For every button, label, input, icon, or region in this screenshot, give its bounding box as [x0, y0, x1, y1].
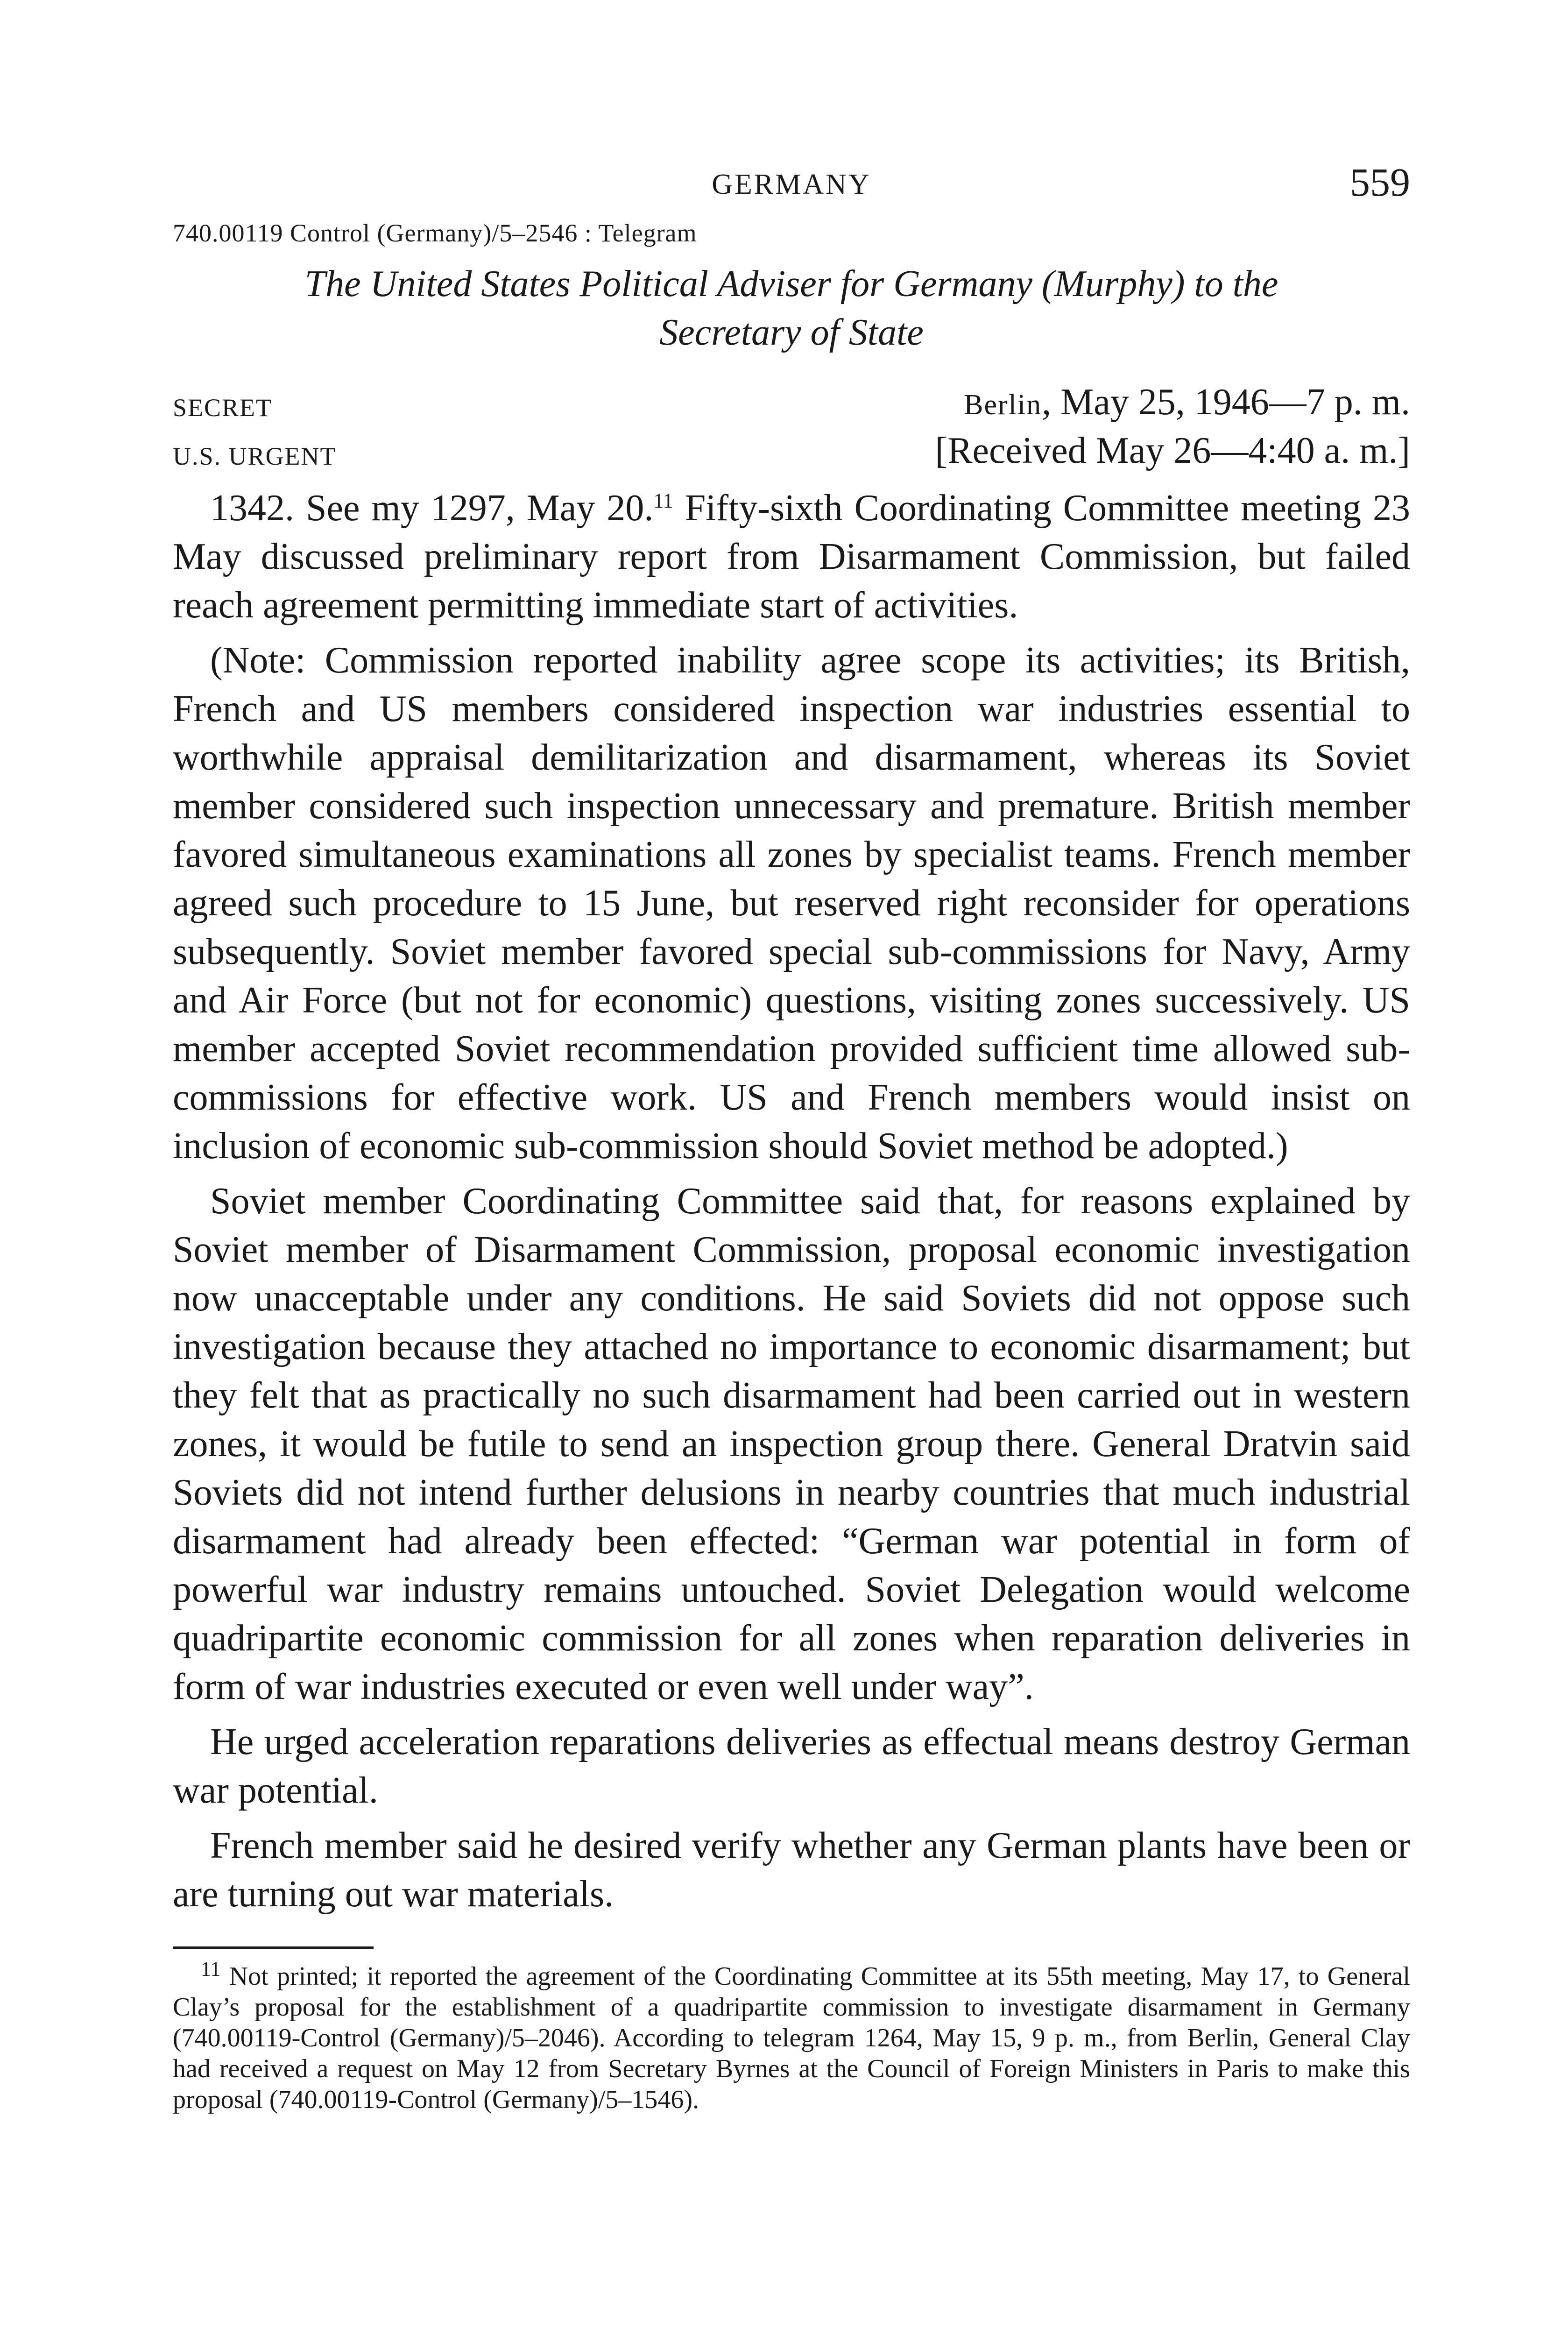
file-reference: 740.00119 Control (Germany)/5–2546 : Telegram — [173, 219, 697, 247]
paragraph-1-start: 1342. See my 1297, May 20. — [210, 488, 654, 529]
sent-dateline — [964, 381, 1410, 424]
footnote — [173, 1957, 1411, 2115]
dateline-place: Berlin — [964, 389, 1042, 421]
paragraph-2: (Note: Commission reported inability agree scope its activities; its British, French and US members considered inspection war industries essential to worthwhile appraisal demilitarization and disarmament, whereas its Soviet member considered such inspection unnecessary and premature. British member favored simultaneous examinations all zones by specialist teams. French member agreed such procedure to 15 June, but reserved right reconsider for operations subsequently. Soviet member favored special sub-commissions for Navy, Army and Air Force (but not for economic) questions, visiting zones successively. US member accepted Soviet recommendation provided sufficient time allowed sub-commissions for effective work. US and French members would insist on inclusion of economic sub-commission should Soviet method be adopted.) — [173, 640, 1410, 1167]
paragraph-1 — [173, 484, 1410, 630]
received-dateline: [Received May 26—4:40 a. m.] — [935, 430, 1410, 471]
title-line-1: The United States Political Adviser for Germany (Murphy) to the — [304, 263, 1278, 304]
classification-urgent: U.S. URGENT — [173, 442, 337, 470]
document-page — [173, 159, 1410, 2115]
document-title — [173, 260, 1410, 357]
paragraph-1-rest: Fifty-sixth Coordinating Committee meeting 23 May discussed preliminary report from Disarmament Commission, but failed reach agreement permitting immediate start of activities. — [173, 488, 1411, 626]
telegram-header — [173, 381, 1410, 484]
classification-secret: SECRET — [173, 394, 273, 422]
telegram-body — [173, 484, 1410, 1918]
running-title: GERMANY — [712, 169, 871, 200]
page-number: 559 — [1350, 160, 1410, 205]
paragraph-3: Soviet member Coordinating Committee said that, for reasons explained by Soviet member of Disarmament Commission, proposal economic investigation now unacceptable under any conditions. He said Soviets did not oppose such investigation because they attached no importance to economic disarmament; but they felt that as practically no such disarmament had been carried out in western zones, it would be futile to send an inspection group there. General Dratvin said Soviets did not intend further delusions in nearby countries that much industrial disarmament had already been effected: “German war potential in form of powerful war industry remains untouched. Soviet Delegation would welcome quadripartite economic commission for all zones when reparation deliveries in form of war industries executed or even well under way”. — [173, 1181, 1410, 1707]
dateline-sent: , May 25, 1946—7 p. m. — [1042, 382, 1410, 423]
title-line-2: Secretary of State — [659, 312, 924, 353]
running-header — [173, 159, 1410, 210]
footnote-text: Not printed; it reported the agreement of the Coordinating Committee at its 55th meeting, May 17, to General Clay’s proposal for the establishment of a quadripartite commission to investigate disarmament in Germany (740.00119-Control (Germany)/5–2046). According to telegram 1264, May 15, 9 p. m., from Berlin, General Clay had received a request on May 12 from Secretary Byrnes at the Council of Foreign Ministers in Paris to make this proposal (740.00119-Control (Germany)/5–1546). — [173, 1962, 1411, 2114]
paragraph-4: He urged acceleration reparations deliveries as effectual means destroy German war potential. — [173, 1721, 1410, 1811]
paragraph-5: French member said he desired verify whether any German plants have been or are turning out war materials. — [173, 1825, 1410, 1915]
footnote-marker: 11 — [201, 1957, 221, 1981]
footnote-reference: 11 — [653, 489, 673, 512]
footnote-divider — [173, 1946, 374, 1949]
